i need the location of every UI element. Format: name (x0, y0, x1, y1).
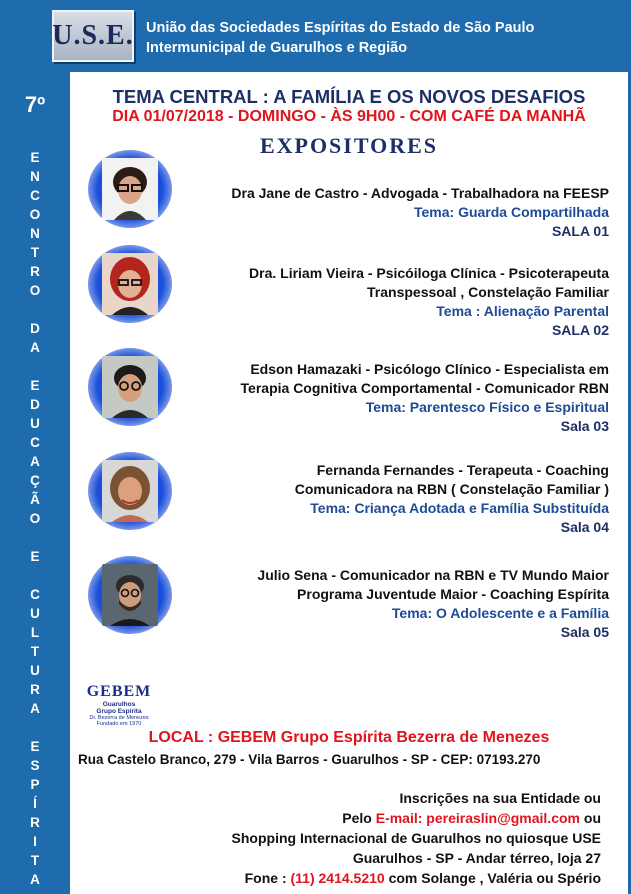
speaker-5 (257, 566, 609, 642)
registration-suffix: ou (580, 810, 601, 826)
speaker-3-room: Sala 03 (560, 418, 609, 434)
vertical-letter: A (30, 340, 40, 355)
speaker-2-description: Dra. Liriam Vieira - Psicóiloga Clínica - Psicoterapeuta (249, 265, 609, 281)
edition-number: 7º (24, 92, 46, 117)
speaker-1-room: SALA 01 (551, 223, 609, 239)
vertical-letter: T (30, 644, 40, 659)
expositores-heading: EXPOSITORES (259, 133, 439, 158)
vertical-letter: Ç (30, 473, 40, 488)
speaker-4 (295, 461, 609, 537)
speaker-5-description: Julio Sena - Comunicador na RBN e TV Mundo Maior (257, 567, 609, 583)
vertical-letter: R (30, 682, 40, 697)
speaker-1-description: Dra Jane de Castro - Advogada - Trabalhadora na FEESP (231, 185, 609, 201)
vertical-letter: C (30, 188, 40, 203)
speaker-2-description-2: Transpessoal , Constelação Familiar (367, 284, 609, 300)
vertical-letter: Í (33, 796, 37, 811)
vertical-letter: O (29, 283, 41, 298)
vertical-letter: E (30, 549, 40, 564)
vertical-letter: A (30, 872, 40, 887)
registration-line-2 (232, 808, 601, 828)
phone-prefix: Fone : (244, 870, 291, 886)
gebem-logo-name: GEBEM (86, 683, 152, 700)
vertical-letter: A (30, 701, 40, 716)
speaker-2 (249, 264, 609, 340)
speaker-5-room: Sala 05 (560, 624, 609, 640)
speaker-4-description: Fernanda Fernandes - Terapeuta - Coaching (316, 462, 609, 478)
vertical-letter: D (30, 397, 40, 412)
phone-suffix: com Solange , Valéria ou Spério (384, 870, 601, 886)
venue-address: Rua Castelo Branco, 279 - Vila Barros - Guarulhos - SP - CEP: 07193.270 (78, 752, 541, 767)
speaker-2-room: SALA 02 (551, 322, 609, 338)
email-label: E-mail: (375, 810, 423, 826)
speaker-3-description-2: Terapia Cognitiva Comportamental - Comunicador RBN (240, 380, 609, 396)
gebem-logo-sub2: Dr. Bezerra de Menezes (89, 715, 149, 721)
speaker-photo-4 (88, 452, 172, 530)
phone-number: (11) 2414.5210 (290, 870, 385, 886)
registration-line-1: Inscrições na sua Entidade ou (399, 790, 601, 806)
speaker-4-room: Sala 04 (560, 519, 609, 535)
gebem-logo-sub1: Grupo Espírita (96, 708, 142, 715)
vertical-letter: L (30, 625, 40, 640)
speaker-photo-5 (88, 556, 172, 634)
venue-title: LOCAL : GEBEM Grupo Espírita Bezerra de Menezes (148, 729, 550, 746)
speaker-3 (241, 360, 609, 436)
vertical-letter: R (30, 815, 40, 830)
vertical-letter: I (33, 834, 37, 849)
speaker-photo-2 (88, 245, 172, 323)
registration-line-3: Shopping Internacional de Guarulhos no quiosque USE (231, 830, 601, 846)
header-line-1: União das Sociedades Espíritas do Estado de São Paulo (146, 20, 535, 36)
event-date: DIA 01/07/2018 - DOMINGO - ÀS 9H00 - COM CAFÉ DA MANHÃ (112, 108, 586, 125)
speaker-4-description-2: Comunicadora na RBN ( Constelação Familiar ) (294, 481, 609, 497)
speaker-3-description: Edson Hamazaki - Psicólogo Clínico - Especialista em (250, 361, 609, 377)
speaker-photo-1 (88, 150, 172, 228)
header-line-2: Intermunicipal de Guarulhos e Região (146, 40, 408, 56)
speaker-3-topic: Tema: Parentesco Físico e Espirìtual (365, 399, 609, 415)
vertical-letter: C (30, 587, 40, 602)
speaker-photo-3 (88, 348, 172, 426)
central-theme: TEMA CENTRAL : A FAMÍLIA E OS NOVOS DESAFIOS (112, 86, 586, 107)
vertical-letter: P (30, 777, 40, 792)
vertical-letter: O (29, 207, 41, 222)
gebem-logo-city: Guarulhos (102, 701, 136, 708)
speaker-1-topic: Tema: Guarda Compartilhada (413, 204, 609, 220)
speaker-4-topic: Tema: Criança Adotada e Família Substituída (310, 500, 609, 516)
vertical-letter: E (30, 150, 40, 165)
vertical-letter: D (30, 321, 40, 336)
header (146, 18, 534, 58)
vertical-letter: E (30, 378, 40, 393)
speaker-1 (231, 184, 609, 241)
registration-info (232, 788, 601, 888)
gebem-logo (80, 683, 158, 727)
vertical-letter: T (30, 245, 40, 260)
vertical-letter: U (30, 663, 40, 678)
vertical-letter: A (30, 454, 40, 469)
vertical-letter: R (30, 264, 40, 279)
registration-line-4: Guarulhos - SP - Andar térreo, loja 27 (352, 850, 601, 866)
email-link[interactable]: pereiraslin@gmail.com (426, 810, 580, 826)
vertical-letter: S (30, 758, 40, 773)
speaker-5-description-2: Programa Juventude Maior - Coaching Espírita (297, 586, 609, 602)
vertical-letter: E (30, 739, 40, 754)
vertical-letter: Ã (30, 492, 40, 507)
vertical-letter: N (30, 226, 40, 241)
registration-phone-line (232, 868, 601, 888)
vertical-letter: C (30, 435, 40, 450)
use-logo (52, 10, 134, 62)
vertical-letter: U (30, 606, 40, 621)
speaker-2-topic: Tema : Alienação Parental (436, 303, 609, 319)
vertical-letter: T (30, 853, 40, 868)
registration-prefix: Pelo (342, 810, 376, 826)
gebem-logo-sub3: Fundado em 1970 (96, 721, 142, 727)
vertical-letter: O (29, 511, 41, 526)
vertical-letter: U (30, 416, 40, 431)
speaker-5-topic: Tema: O Adolescente e a Família (391, 605, 609, 621)
vertical-letter: N (30, 169, 40, 184)
use-logo-text: U.S.E. (52, 20, 134, 51)
